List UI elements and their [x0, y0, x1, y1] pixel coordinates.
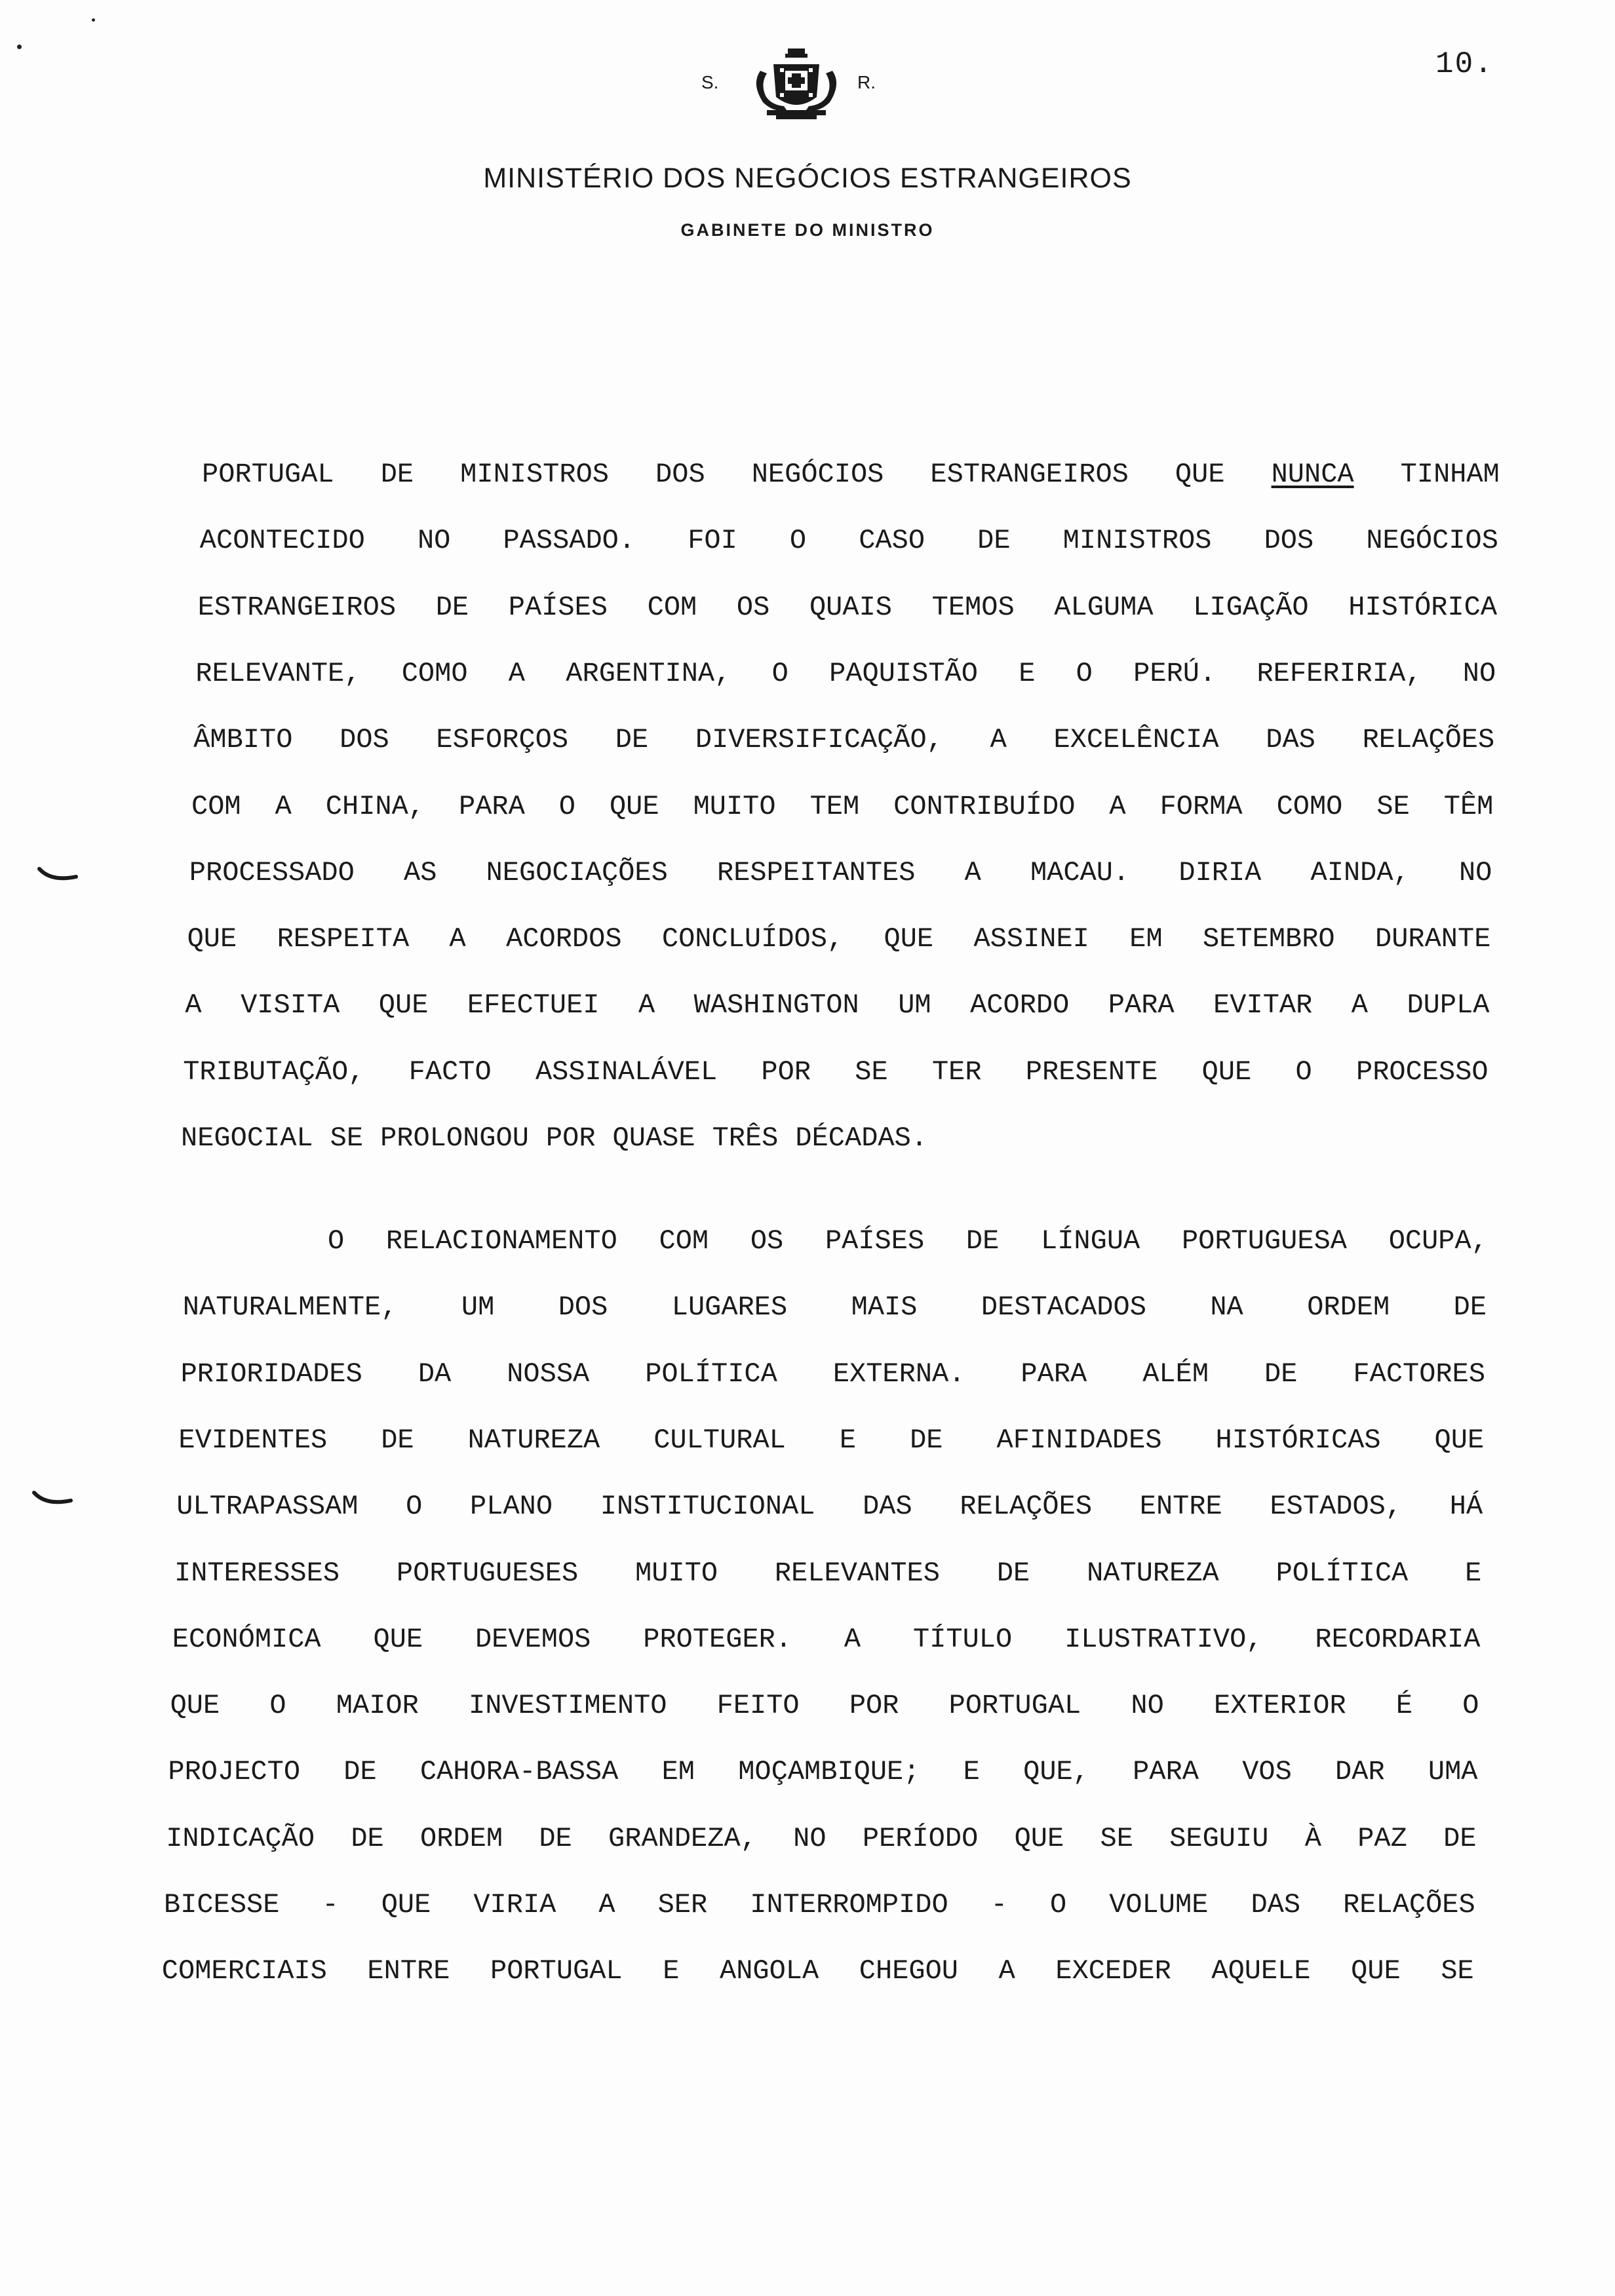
text-line: [183, 1292, 1487, 1323]
text-line: [172, 1624, 1481, 1655]
text-line: [191, 791, 1493, 822]
text-word: CHINA,: [325, 790, 425, 822]
text-line: [183, 1056, 1489, 1088]
text-word: HISTÓRICAS: [1215, 1424, 1381, 1456]
text-word: QUE: [884, 923, 934, 955]
text-word: PAÍSES: [508, 591, 608, 623]
text-word: NA: [1210, 1292, 1243, 1324]
text-word: QUE: [1434, 1424, 1485, 1456]
text-word: DUPLA: [1407, 989, 1490, 1022]
text-word: NATUREZA: [467, 1424, 600, 1456]
text-word: POR: [849, 1690, 899, 1722]
text-word: PORTUGUESES: [396, 1557, 579, 1589]
text-word: MINISTROS: [460, 459, 609, 490]
text-line: [202, 459, 1500, 490]
text-word: QUASE: [612, 1122, 695, 1154]
text-word: ALÉM: [1142, 1358, 1209, 1390]
text-word: ESFORÇOS: [436, 724, 569, 756]
text-line: [162, 1955, 1474, 1987]
text-word: NO: [417, 525, 451, 557]
text-word: TINHAM: [1400, 459, 1500, 490]
text-word: COM: [191, 790, 241, 822]
text-word: É: [1395, 1690, 1413, 1722]
text-word: -: [322, 1889, 339, 1921]
text-word: POLÍTICA: [645, 1358, 777, 1390]
text-word: PARA: [1108, 989, 1175, 1022]
text-word: EXTERIOR: [1214, 1690, 1346, 1722]
text-word: O: [1462, 1690, 1479, 1722]
text-word: INDICAÇÃO: [166, 1822, 315, 1854]
text-word: OS: [736, 591, 770, 623]
text-word: DE: [351, 1822, 384, 1854]
text-word: SE: [1441, 1955, 1474, 1987]
text-word: QUE: [1175, 459, 1225, 490]
text-line: [181, 1122, 927, 1154]
text-word: DIVERSIFICAÇÃO,: [695, 724, 943, 756]
text-word: PRESENTE: [1025, 1056, 1158, 1088]
text-word: ASSINEI: [973, 923, 1089, 955]
text-word: PARA: [1133, 1756, 1199, 1788]
text-word: A: [638, 989, 655, 1022]
text-word: QUE: [187, 923, 237, 955]
text-word: O: [269, 1690, 286, 1722]
text-word: VOS: [1242, 1756, 1292, 1788]
text-word: EM: [661, 1756, 695, 1788]
text-word: FOI: [688, 525, 737, 557]
text-word: PROCESSO: [1355, 1056, 1489, 1088]
text-word: ENTRE: [367, 1955, 450, 1987]
text-word: -: [990, 1889, 1007, 1921]
text-word: E: [839, 1424, 857, 1456]
text-word: CONTRIBUÍDO: [893, 790, 1076, 822]
text-word: RELAÇÕES: [1362, 724, 1495, 756]
text-word: NATUREZA: [1087, 1557, 1219, 1589]
text-word: A: [598, 1889, 615, 1921]
text-word: O: [771, 657, 788, 689]
text-word: E: [1465, 1557, 1482, 1589]
text-word: O: [328, 1225, 345, 1257]
text-word: A: [964, 856, 981, 889]
text-word: E: [963, 1756, 980, 1788]
text-word: SE: [330, 1122, 364, 1154]
text-word: UM: [898, 989, 931, 1022]
text-word: NATURALMENTE,: [182, 1292, 398, 1324]
text-word: FACTO: [408, 1056, 492, 1088]
text-word: SE: [1376, 790, 1410, 822]
text-word: BICESSE: [164, 1889, 280, 1921]
text-word: INVESTIMENTO: [468, 1690, 667, 1722]
crest-right-letter: R.: [857, 72, 876, 92]
text-word: MOÇAMBIQUE;: [738, 1756, 920, 1788]
text-line: [164, 1889, 1475, 1921]
text-word: EXCELÊNCIA: [1053, 724, 1219, 756]
text-word: TEM: [809, 790, 860, 822]
text-word: ACORDOS: [506, 923, 622, 955]
text-word: GRANDEZA,: [608, 1822, 757, 1854]
text-word: POLÍTICA: [1275, 1557, 1409, 1589]
text-word: NOSSA: [507, 1358, 590, 1390]
text-word: INSTITUCIONAL: [600, 1491, 815, 1523]
text-word: PROJECTO: [168, 1756, 301, 1788]
text-word: PROTEGER.: [643, 1623, 792, 1655]
text-word: MAIS: [851, 1292, 918, 1324]
cabinet-name: GABINETE DO MINISTRO: [680, 220, 935, 240]
margin-tick-mark: [30, 1486, 76, 1512]
text-word: ANGOLA: [719, 1955, 819, 1987]
text-word: O: [1295, 1056, 1312, 1088]
text-word: FEITO: [716, 1690, 800, 1722]
margin-tick-mark: [35, 862, 81, 889]
text-word: TRIBUTAÇÃO,: [183, 1056, 365, 1088]
text-word: QUAIS: [809, 591, 892, 623]
text-word: DE: [380, 459, 414, 490]
text-word: TEMOS: [931, 591, 1015, 623]
text-word: RELEVANTE,: [195, 657, 361, 689]
text-word: DESTACADOS: [981, 1292, 1146, 1324]
text-word: NEGOCIAL: [181, 1122, 313, 1154]
text-line: [193, 724, 1494, 756]
text-word: À: [1304, 1822, 1321, 1854]
text-word: DOS: [340, 724, 389, 756]
text-word: REFERIRIA,: [1256, 657, 1422, 689]
text-word: TÊM: [1443, 790, 1494, 822]
text-line: [195, 658, 1496, 689]
text-word: CONCLUÍDOS,: [661, 923, 844, 955]
text-word: SETEMBRO: [1203, 923, 1335, 955]
text-word: DE: [615, 724, 649, 756]
text-word: DURANTE: [1374, 923, 1491, 955]
text-word: SER: [657, 1889, 708, 1921]
text-word: TER: [931, 1056, 982, 1088]
text-word: DOS: [655, 459, 705, 490]
text-line: [200, 525, 1498, 556]
text-word: DE: [996, 1557, 1030, 1589]
text-word: RESPEITANTES: [716, 856, 916, 889]
text-word: A: [844, 1623, 861, 1655]
text-word: A: [990, 724, 1007, 756]
text-word: RELAÇÕES: [960, 1491, 1093, 1523]
text-line: [328, 1225, 1488, 1257]
text-word: SE: [1100, 1822, 1133, 1854]
text-word: VISITA: [241, 989, 340, 1022]
text-word: ÂMBITO: [193, 724, 293, 756]
text-word: POR: [761, 1056, 811, 1088]
text-word: A: [508, 657, 526, 689]
text-word: ARGENTINA,: [566, 657, 731, 689]
text-word: ALGUMA: [1054, 591, 1154, 623]
text-line: [178, 1425, 1484, 1456]
text-word: MAIOR: [336, 1690, 419, 1722]
text-word: NEGÓCIOS: [751, 459, 884, 490]
text-word: MACAU.: [1030, 856, 1130, 889]
text-word: PORTUGAL: [490, 1955, 623, 1987]
text-word: MINISTROS: [1062, 525, 1212, 557]
crest-left-letter: S.: [701, 72, 719, 92]
text-word: AFINIDADES: [996, 1424, 1162, 1456]
text-word: FACTORES: [1353, 1358, 1486, 1390]
text-word: QUE: [609, 790, 659, 822]
text-word: OS: [750, 1225, 784, 1257]
text-word: EM: [1129, 923, 1163, 955]
text-word: TRÊS: [712, 1122, 779, 1154]
text-word: DEVEMOS: [475, 1623, 591, 1655]
text-word: RECORDARIA: [1315, 1623, 1481, 1655]
text-line: [168, 1756, 1477, 1788]
text-word: A: [1351, 989, 1368, 1022]
text-word: PROCESSADO: [189, 856, 355, 889]
text-word: EVITAR: [1213, 989, 1313, 1022]
text-word: RESPEITA: [277, 923, 410, 955]
text-word: PRIORIDADES: [180, 1358, 362, 1390]
text-word: NEGOCIAÇÕES: [486, 856, 668, 889]
text-word: QUE: [381, 1889, 431, 1921]
text-word: PARA: [1021, 1358, 1087, 1390]
text-word: EXCEDER: [1055, 1955, 1171, 1987]
text-line: [166, 1823, 1477, 1854]
text-word: AQUELE: [1211, 1955, 1311, 1987]
text-word: PASSADO.: [503, 525, 636, 557]
text-word: ORDEM: [420, 1822, 503, 1854]
text-word: NEGÓCIOS: [1366, 525, 1498, 557]
text-line: [174, 1558, 1481, 1589]
text-word: COMO: [1276, 790, 1343, 822]
text-word: RELEVANTES: [774, 1557, 940, 1589]
text-word: LIGAÇÃO: [1193, 591, 1309, 623]
text-word: DA: [418, 1358, 452, 1390]
text-word: RELACIONAMENTO: [385, 1225, 617, 1257]
text-word: EVIDENTES: [178, 1424, 328, 1456]
text-word: E: [663, 1955, 680, 1987]
text-word: OCUPA,: [1388, 1225, 1488, 1257]
text-word: COM: [647, 591, 697, 623]
text-word: COM: [659, 1225, 709, 1257]
text-word: AINDA,: [1310, 856, 1410, 889]
text-word: DE: [977, 525, 1011, 557]
text-word: NO: [1131, 1690, 1164, 1722]
text-word: LUGARES: [671, 1292, 788, 1324]
text-word: ESTRANGEIROS: [197, 591, 397, 623]
text-word: RELAÇÕES: [1343, 1889, 1475, 1921]
text-word: NO: [793, 1822, 827, 1854]
text-word: O: [789, 525, 807, 557]
text-word: WASHINGTON: [693, 989, 859, 1022]
text-word: DE: [1443, 1822, 1477, 1854]
text-word: ORDEM: [1307, 1292, 1390, 1324]
text-word: DÉCADAS.: [795, 1122, 928, 1154]
text-word: DE: [965, 1225, 1000, 1257]
text-word: QUE,: [1023, 1756, 1089, 1788]
text-word: DAS: [1251, 1889, 1301, 1921]
text-line: [185, 989, 1489, 1021]
text-word: PORTUGAL: [948, 1690, 1081, 1722]
text-word: ULTRAPASSAM: [176, 1491, 359, 1523]
text-word: EFECTUEI: [467, 989, 600, 1022]
text-word: ACONTECIDO: [199, 525, 365, 557]
text-word: COMO: [401, 657, 468, 689]
text-word: MUITO: [693, 790, 776, 822]
text-word: DE: [1453, 1292, 1487, 1324]
text-word: DOS: [1264, 525, 1314, 557]
text-word: UM: [461, 1292, 495, 1324]
text-word: DE: [435, 591, 469, 623]
text-line: [198, 592, 1498, 623]
text-word: HISTÓRICA: [1348, 591, 1498, 623]
text-word: HÁ: [1449, 1491, 1483, 1523]
text-word: QUE: [373, 1623, 423, 1655]
text-word: A: [998, 1955, 1015, 1987]
text-word: ECONÓMICA: [172, 1623, 321, 1655]
text-word: DE: [381, 1424, 414, 1456]
text-word: LÍNGUA: [1041, 1225, 1140, 1257]
text-word: DE: [910, 1424, 943, 1456]
text-word: ILUSTRATIVO,: [1064, 1623, 1263, 1655]
text-word: PORTUGAL: [202, 459, 334, 490]
text-word: CULTURAL: [653, 1424, 786, 1456]
text-word: VOLUME: [1109, 1889, 1209, 1921]
text-word: DOS: [558, 1292, 608, 1324]
text-word: ESTRANGEIROS: [930, 459, 1129, 490]
text-word: A: [185, 989, 202, 1022]
text-word: PERÍODO: [862, 1822, 979, 1854]
text-word: ACORDO: [970, 989, 1070, 1022]
text-word: INTERROMPIDO: [750, 1889, 948, 1921]
text-word: PROLONGOU: [380, 1122, 529, 1154]
text-word: O: [406, 1491, 423, 1523]
text-word: O: [558, 790, 575, 822]
text-word: DAS: [863, 1491, 912, 1523]
text-word: E: [1019, 657, 1036, 689]
text-word: QUE: [170, 1690, 220, 1722]
text-word: QUE: [1201, 1056, 1252, 1088]
text-word: ASSINALÁVEL: [535, 1056, 718, 1088]
text-word: ESTADOS,: [1270, 1491, 1403, 1523]
text-line: [187, 923, 1491, 955]
text-word: COMERCIAIS: [161, 1955, 327, 1987]
text-word: PAZ: [1357, 1822, 1407, 1854]
text-word: NUNCA: [1271, 459, 1354, 490]
text-word: DAR: [1335, 1756, 1385, 1788]
text-word: PORTUGUESA: [1181, 1225, 1347, 1257]
text-word: CAHORA-BASSA: [419, 1756, 619, 1788]
text-word: AS: [404, 856, 437, 889]
text-word: DE: [539, 1822, 572, 1854]
text-word: INTERESSES: [174, 1557, 340, 1589]
page-number: 10.: [1435, 47, 1494, 81]
text-word: SEGUIU: [1169, 1822, 1269, 1854]
text-word: PAÍSES: [825, 1225, 925, 1257]
text-word: DE: [343, 1756, 377, 1788]
text-word: QUE: [1014, 1822, 1064, 1854]
text-word: POR: [545, 1122, 596, 1154]
text-word: NO: [1462, 657, 1496, 689]
text-word: PAQUISTÃO: [829, 657, 978, 689]
text-word: VIRIA: [473, 1889, 556, 1921]
text-word: QUE: [378, 989, 429, 1022]
text-word: PARA: [458, 790, 525, 822]
text-word: TÍTULO: [912, 1623, 1013, 1655]
text-word: A: [1109, 790, 1126, 822]
text-word: MUITO: [635, 1557, 718, 1589]
text-word: ENTRE: [1139, 1491, 1222, 1523]
text-word: CHEGOU: [859, 1955, 959, 1987]
text-word: DAS: [1266, 724, 1315, 756]
text-word: CASO: [859, 525, 925, 557]
text-line: [189, 857, 1492, 889]
text-word: NO: [1458, 856, 1492, 889]
text-word: DIRIA: [1178, 856, 1262, 889]
text-word: EXTERNA.: [832, 1358, 965, 1390]
text-word: DE: [1264, 1358, 1298, 1390]
text-line: [176, 1491, 1483, 1522]
text-word: A: [449, 923, 466, 955]
text-word: UMA: [1428, 1756, 1478, 1788]
text-word: PERÚ.: [1133, 657, 1216, 689]
text-word: O: [1076, 657, 1093, 689]
text-word: SE: [855, 1056, 888, 1088]
text-word: A: [275, 790, 292, 822]
text-word: QUE: [1351, 1955, 1401, 1987]
text-word: PLANO: [470, 1491, 553, 1523]
text-word: O: [1049, 1889, 1067, 1921]
text-word: FORMA: [1159, 790, 1243, 822]
text-line: [181, 1358, 1486, 1390]
ministry-name: MINISTÉRIO DOS NEGÓCIOS ESTRANGEIROS: [483, 163, 1132, 194]
text-line: [170, 1690, 1479, 1721]
